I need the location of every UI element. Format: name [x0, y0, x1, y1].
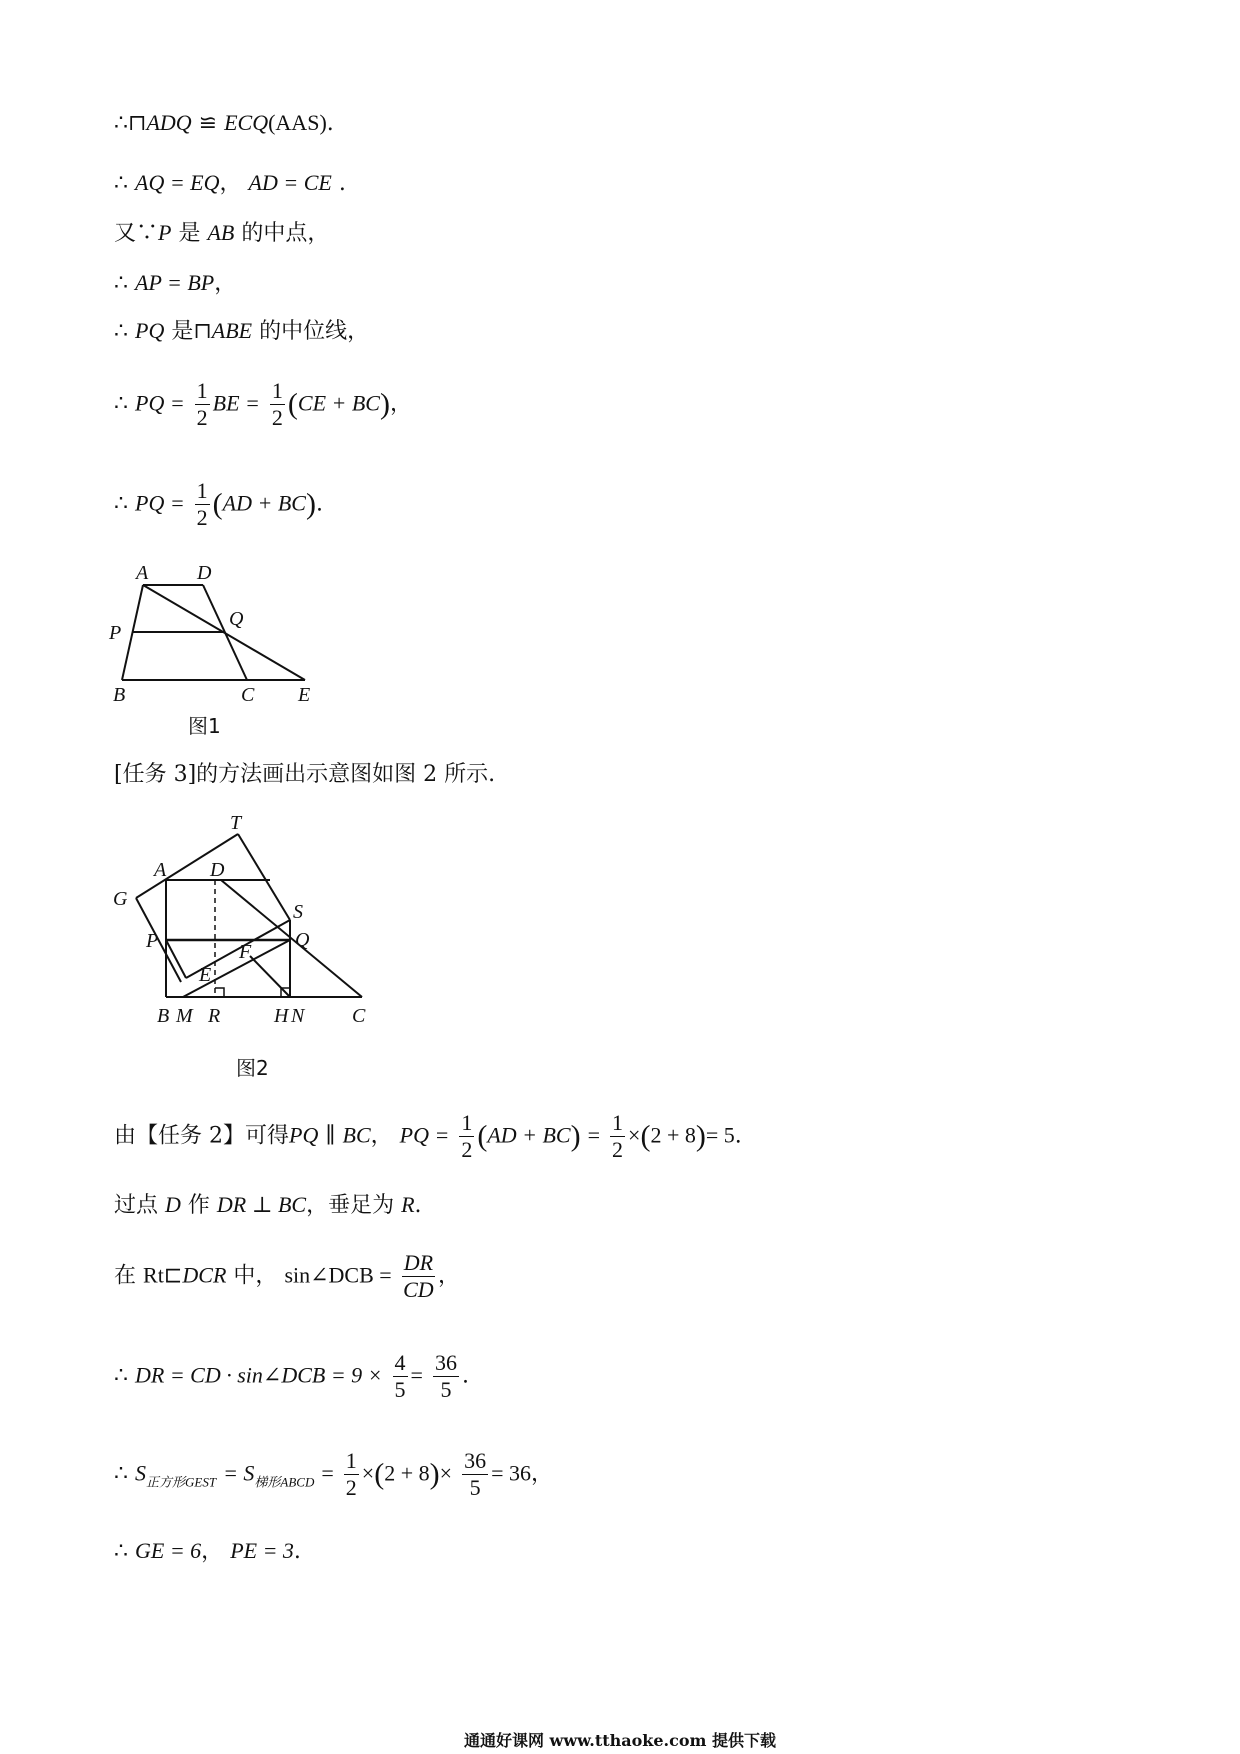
label-p: P [146, 930, 159, 952]
segment-fn [250, 956, 290, 997]
proof-line-ge-pe: ∴ GE = 6， PE = 3. [114, 1538, 301, 1564]
label-a: A [154, 859, 167, 881]
fraction-half: $\frac{1}{2}$ [461, 1110, 473, 1162]
fraction-half: $\frac{1}{2}$ [271, 378, 283, 430]
proof-line-ap-bp: ∴ AP = BP， [114, 270, 237, 296]
figure-2-square-construction [105, 800, 385, 1070]
label-d: D [210, 859, 225, 881]
figure-2-caption: 图2 [236, 1056, 269, 1080]
label-q: Q [295, 929, 310, 951]
label-d: D [197, 562, 212, 584]
label-b: B [113, 684, 126, 706]
task3-intro: [任务 3]的方法画出示意图如图 2 所示. [114, 762, 496, 787]
proof-line-congruence: ∴⊓ADQ ≌ ECQ(AAS). [114, 110, 334, 136]
fraction-half: $\frac{1}{2}$ [345, 1448, 357, 1500]
label-t: T [230, 812, 242, 834]
fraction-four-fifths: $\frac{4}{5}$ [394, 1350, 406, 1402]
fraction-36-fifths: $\frac{36}{5}$ [464, 1448, 487, 1500]
figure-1-caption: 图1 [188, 714, 221, 738]
right-angle-r [215, 988, 224, 997]
label-f: F [239, 941, 252, 963]
proof-line-perpendicular: 过点 D 作 DR ⊥ BC，垂足为 R. [114, 1192, 422, 1218]
label-b: B [157, 1005, 170, 1027]
label-c: C [241, 684, 255, 706]
proof-line-dr-value: ∴ DR = CD · sin∠DCB = 9 × $\frac{4}{5}$ = $\frac{36}{5}$ . [114, 1350, 469, 1402]
label-h: H [274, 1005, 289, 1027]
proof-line-pq-half-be: ∴ PQ = $\frac{1}{2}$ BE = $\frac{1}{2}$ (CE + BC)， [114, 378, 412, 430]
proof-line-pq-result: ∴ PQ = $\frac{1}{2}$ (AD + BC). [114, 478, 323, 530]
label-p: P [109, 622, 122, 644]
proof-line-midpoint: 又∵P 是 AB 的中点， [114, 220, 330, 246]
label-c: C [352, 1005, 366, 1027]
fraction-half: $\frac{1}{2}$ [196, 478, 208, 530]
fraction-half: $\frac{1}{2}$ [612, 1110, 624, 1162]
segment-ts [238, 834, 290, 920]
label-n: N [291, 1005, 305, 1027]
label-r: R [208, 1005, 221, 1027]
label-e: E [298, 684, 311, 706]
label-a: A [136, 562, 149, 584]
proof-line-area: ∴ $S_{正方形GEST} = S_{梯形ABCD}$ = $\frac{1}{2}$ ×(2 + 8)× $\frac{36}{5}$ = 36， [114, 1448, 553, 1500]
page-footer: 通通好课网 www.tthaoke.com 提供下载 [463, 1731, 777, 1750]
fraction-dr-cd: $\frac{DR}{CD}$ [403, 1250, 434, 1302]
proof-line-pq-value: 由【任务 2】可得PQ ∥ BC， PQ = $\frac{1}{2}$ (AD + BC) = $\frac{1}{2}$ ×(2 + 8)= 5. [114, 1110, 742, 1162]
proof-line-equal-segments: ∴ AQ = EQ， AD = CE . [114, 170, 346, 196]
fraction-36-fifths: $\frac{36}{5}$ [434, 1350, 457, 1402]
label-e: E [199, 964, 212, 986]
segment-dc [221, 880, 362, 997]
fraction-half: $\frac{1}{2}$ [196, 378, 208, 430]
figure-1-trapezoid [105, 560, 335, 730]
proof-line-sine: 在 Rt⊏DCR 中， sin∠DCB = $\frac{DR}{CD}$ ， [114, 1250, 461, 1302]
label-q: Q [229, 608, 244, 630]
label-s: S [293, 901, 303, 923]
label-m: M [176, 1005, 193, 1027]
label-g: G [113, 888, 128, 910]
proof-line-midline: ∴ PQ 是⊓ABE 的中位线， [114, 318, 370, 344]
